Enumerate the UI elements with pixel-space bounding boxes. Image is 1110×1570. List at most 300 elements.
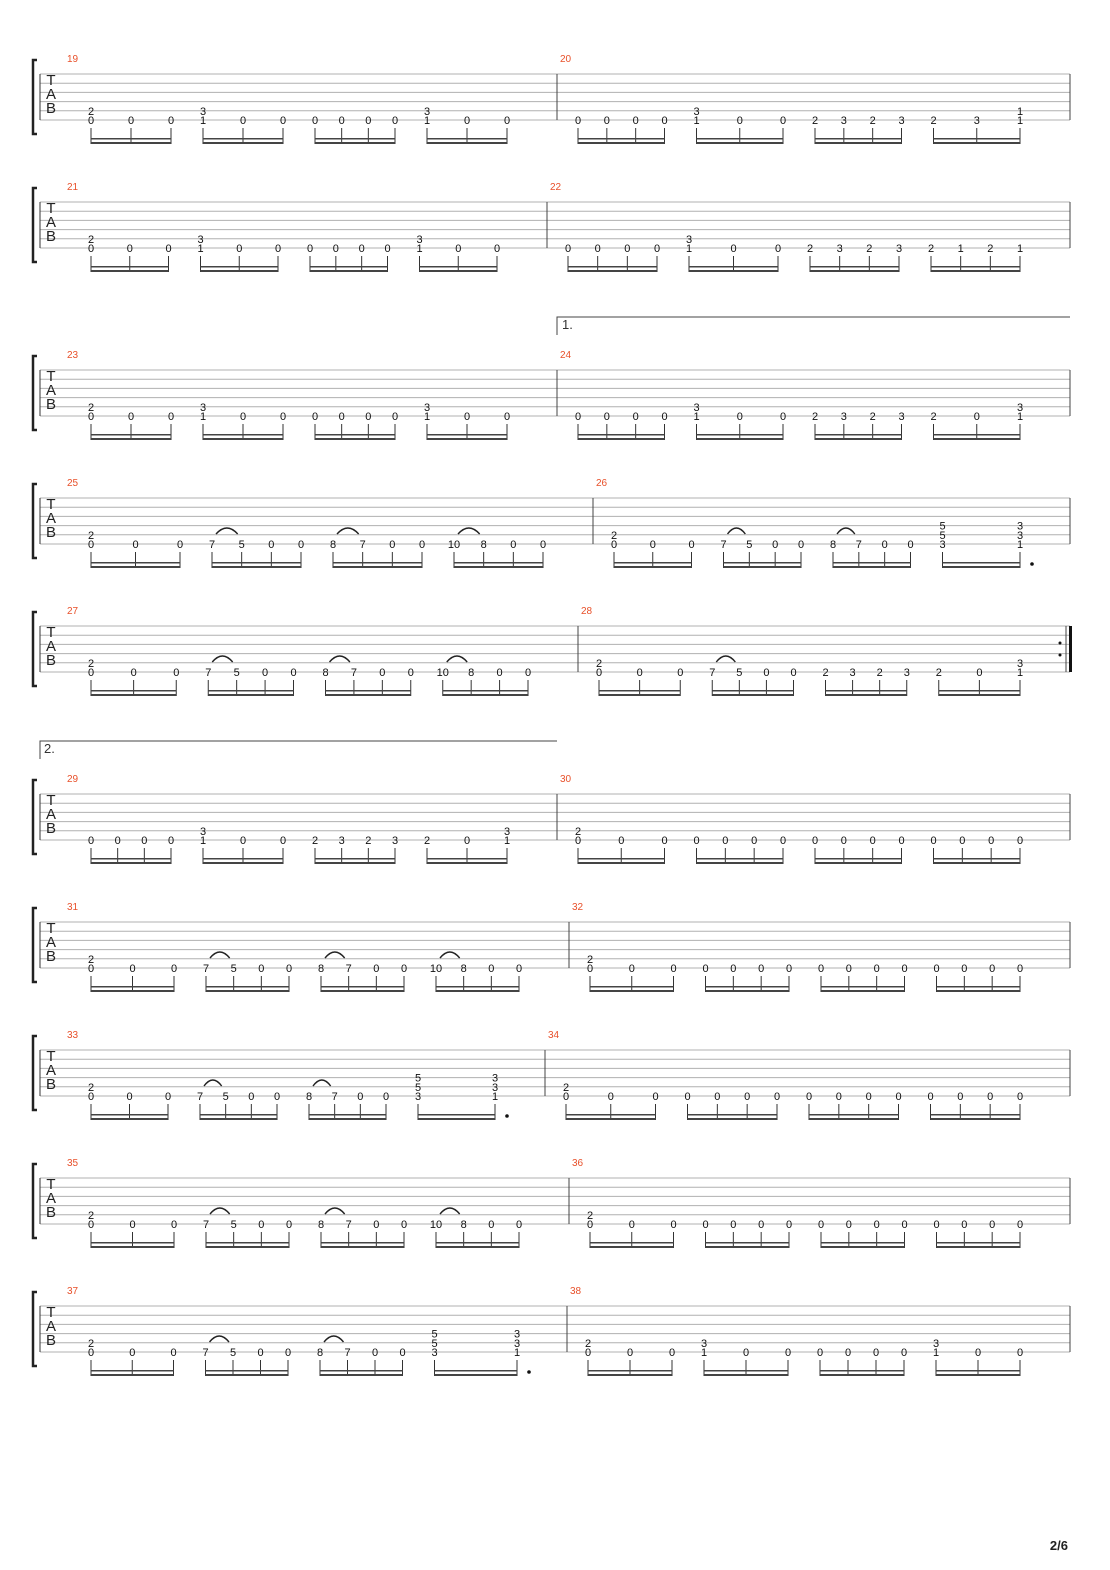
fret-number: 0 [702, 963, 709, 975]
fret-number: 5 [431, 1328, 438, 1341]
beam-secondary [810, 266, 899, 268]
fret-number: 0 [779, 411, 787, 423]
fret-number: 2 [87, 953, 95, 966]
fret-number: 8 [317, 1219, 325, 1231]
fret-number: 3 [693, 401, 700, 414]
fret-number: 2 [87, 233, 95, 246]
beam-secondary [821, 1242, 905, 1244]
fret-number: 1 [199, 835, 207, 847]
fret-number: 0 [358, 243, 365, 255]
beam-secondary [697, 434, 784, 436]
beam [578, 142, 665, 144]
fret-number: 0 [586, 1219, 594, 1231]
fret-number: 0 [987, 1091, 994, 1103]
fret-number: 0 [779, 835, 787, 847]
fret-number: 0 [510, 539, 517, 551]
tab-clef-letter: A [45, 638, 57, 655]
beam [820, 1374, 904, 1376]
fret-number: 0 [170, 1219, 178, 1231]
tab-clef-letter: T [46, 920, 56, 937]
tab-clef-letter: B [45, 820, 57, 837]
beam-secondary [420, 266, 498, 268]
beam [931, 270, 1020, 272]
beam [833, 566, 911, 568]
fret-number: 0 [742, 1347, 750, 1359]
tab-clef-letter: B [45, 396, 57, 413]
tab-system [33, 54, 1070, 144]
beam-secondary [815, 138, 902, 140]
fret-number: 0 [129, 1347, 136, 1359]
fret-number: 0 [365, 411, 372, 423]
beam-secondary [436, 986, 519, 988]
beam [724, 566, 802, 568]
beam-secondary [203, 434, 283, 436]
beam-secondary [724, 562, 802, 564]
beam [91, 1118, 168, 1120]
fret-number: 0 [933, 1219, 940, 1231]
fret-number: 5 [230, 963, 237, 975]
fret-number: 2 [869, 115, 876, 127]
beam [454, 566, 543, 568]
fret-number: 1 [693, 411, 700, 423]
fret-number: 0 [279, 411, 287, 423]
fret-number: 0 [586, 963, 594, 975]
beam-secondary [578, 434, 665, 436]
beam [826, 694, 907, 696]
fret-number: 2 [822, 667, 829, 679]
fret-number: 1 [416, 243, 423, 255]
fret-number: 0 [290, 667, 297, 679]
fret-number: 0 [636, 667, 643, 679]
fret-number: 8 [829, 539, 837, 551]
fret-number: 0 [988, 835, 995, 847]
fret-number: 3 [491, 1072, 499, 1085]
dot [527, 1370, 531, 1374]
beam [704, 1374, 788, 1376]
fret-number: 0 [845, 1219, 852, 1231]
beam-secondary [826, 690, 907, 692]
beam-secondary [427, 138, 507, 140]
measure-number: 25 [67, 478, 79, 489]
beam [91, 694, 176, 696]
fret-number: 0 [488, 963, 495, 975]
fret-number: 5 [414, 1072, 422, 1085]
fret-number: 0 [632, 115, 639, 127]
fret-number: 0 [306, 243, 314, 255]
slide-arc [837, 528, 855, 534]
fret-number: 0 [873, 963, 880, 975]
fret-number: 0 [407, 667, 414, 679]
beam-secondary [418, 1114, 495, 1116]
tab-clef-letter: A [45, 214, 57, 231]
fret-number: 0 [114, 835, 121, 847]
fret-number: 0 [285, 963, 293, 975]
beam [697, 438, 784, 440]
measure-number: 28 [581, 606, 593, 617]
beam [427, 438, 507, 440]
fret-number: 1 [423, 115, 431, 127]
fret-number: 1 [1016, 105, 1024, 118]
beam [208, 694, 293, 696]
fret-number: 7 [344, 1347, 351, 1359]
volta-label: 2. [44, 741, 55, 756]
fret-number: 2 [595, 657, 603, 670]
fret-number: 0 [258, 963, 265, 975]
fret-number: 0 [901, 963, 908, 975]
fret-number: 2 [574, 825, 582, 838]
fret-number: 10 [429, 1219, 443, 1231]
beam [934, 862, 1021, 864]
fret-number: 3 [932, 1337, 940, 1350]
slide-arc [440, 1208, 460, 1214]
beam [427, 862, 507, 864]
tab-clef-letter: B [45, 948, 57, 965]
fret-number: 2 [811, 115, 819, 127]
beam-secondary [315, 858, 395, 860]
fret-number: 0 [722, 835, 729, 847]
beam-secondary [939, 690, 1020, 692]
beam [91, 990, 174, 992]
beam [436, 1246, 519, 1248]
fret-number: 0 [693, 835, 700, 847]
fret-number: 2 [935, 667, 942, 679]
fret-number: 1 [693, 115, 700, 127]
measure-number: 21 [67, 182, 79, 193]
fret-number: 2 [562, 1081, 570, 1094]
beam [578, 862, 665, 864]
fret-number: 2 [869, 411, 876, 423]
dot [1030, 562, 1034, 566]
fret-number: 2 [930, 115, 937, 127]
beam [590, 1246, 674, 1248]
fret-number: 1 [199, 411, 207, 423]
fret-number: 0 [391, 411, 399, 423]
beam-secondary [931, 1114, 1021, 1116]
beam [697, 142, 784, 144]
fret-number: 0 [607, 1091, 614, 1103]
beam [315, 142, 395, 144]
measure-number: 30 [560, 774, 572, 785]
system-bracket [33, 1036, 37, 1110]
fret-number: 0 [816, 1347, 824, 1359]
system-bracket [33, 908, 37, 982]
beam [939, 694, 1020, 696]
fret-number: 0 [87, 667, 95, 679]
beam [91, 566, 180, 568]
fret-number: 8 [317, 963, 325, 975]
fret-number: 0 [87, 115, 95, 127]
fret-number: 0 [872, 1347, 880, 1359]
beam [435, 1374, 518, 1376]
fret-number: 0 [87, 1219, 95, 1231]
fret-number: 1 [1016, 243, 1024, 255]
fret-number: 0 [273, 1091, 281, 1103]
beam-secondary [937, 1242, 1021, 1244]
fret-number: 3 [685, 233, 693, 246]
fret-number: 3 [423, 105, 431, 118]
fret-number: 0 [274, 243, 282, 255]
beam [420, 270, 498, 272]
measure-number: 31 [67, 902, 79, 913]
fret-number: 0 [933, 963, 940, 975]
tab-clef-letter: T [46, 1048, 56, 1065]
fret-number: 3 [836, 243, 843, 255]
beam-secondary [931, 266, 1020, 268]
fret-number: 0 [895, 1091, 902, 1103]
fret-number: 0 [87, 1091, 95, 1103]
fret-number: 0 [455, 243, 462, 255]
system-bracket [33, 60, 37, 134]
fret-number: 0 [736, 115, 743, 127]
fret-number: 0 [285, 1219, 293, 1231]
slide-arc [324, 1336, 344, 1342]
beam [310, 270, 388, 272]
beam-secondary [91, 858, 171, 860]
fret-number: 0 [736, 411, 743, 423]
beam-secondary [200, 1114, 277, 1116]
system-bracket [33, 780, 37, 854]
fret-number: 0 [268, 539, 275, 551]
fret-number: 5 [939, 529, 946, 542]
fret-number: 7 [359, 539, 366, 551]
fret-number: 3 [973, 115, 980, 127]
beam-secondary [809, 1114, 899, 1116]
tab-clef-letter: T [46, 624, 56, 641]
fret-number: 0 [165, 243, 172, 255]
fret-number: 0 [129, 1219, 136, 1231]
beam [315, 862, 395, 864]
fret-number: 2 [586, 1209, 594, 1222]
fret-number: 0 [496, 667, 503, 679]
beam-secondary [599, 690, 680, 692]
fret-number: 3 [199, 105, 207, 118]
fret-number: 2 [87, 401, 95, 414]
fret-number: 0 [840, 835, 847, 847]
fret-number: 0 [684, 1091, 691, 1103]
fret-number: 0 [338, 115, 345, 127]
measure-number: 37 [67, 1286, 79, 1297]
fret-number: 0 [384, 243, 391, 255]
tab-clef-letter: T [46, 792, 56, 809]
fret-number: 5 [431, 1337, 438, 1350]
fret-number: 3 [199, 825, 207, 838]
beam-secondary [568, 266, 657, 268]
fret-number: 1 [197, 243, 204, 255]
fret-number: 1 [1016, 539, 1024, 551]
beam-secondary [91, 690, 176, 692]
slide-arc [728, 528, 746, 534]
fret-number: 0 [811, 835, 819, 847]
fret-number: 7 [709, 667, 716, 679]
beam [809, 1118, 899, 1120]
fret-number: 1 [1016, 411, 1024, 423]
beam [599, 694, 680, 696]
fret-number: 3 [895, 243, 903, 255]
fret-number: 7 [331, 1091, 338, 1103]
fret-number: 5 [939, 520, 946, 533]
measure-number: 33 [67, 1030, 79, 1041]
fret-number: 0 [129, 963, 136, 975]
beam [206, 1246, 289, 1248]
fret-number: 0 [400, 963, 408, 975]
fret-number: 0 [130, 667, 137, 679]
beam [418, 1118, 495, 1120]
fret-number: 7 [202, 1219, 210, 1231]
beam [333, 566, 422, 568]
tab-clef-letter: B [45, 524, 57, 541]
beam-secondary [435, 1370, 518, 1372]
measure-number: 32 [572, 902, 584, 913]
beam [91, 1374, 174, 1376]
fret-number: 0 [751, 835, 758, 847]
fret-number: 0 [1016, 1091, 1024, 1103]
measure-number: 34 [548, 1030, 560, 1041]
fret-number: 0 [400, 1219, 408, 1231]
fret-number: 0 [730, 1219, 737, 1231]
beam-secondary [206, 1242, 289, 1244]
fret-number: 8 [305, 1091, 313, 1103]
fret-number: 0 [989, 1219, 996, 1231]
beam [934, 438, 1021, 440]
beam [443, 694, 528, 696]
fret-number: 0 [845, 963, 852, 975]
beam [436, 990, 519, 992]
fret-number: 0 [164, 1091, 172, 1103]
fret-number: 0 [797, 539, 805, 551]
fret-number: 7 [720, 539, 727, 551]
beam-secondary [91, 1114, 168, 1116]
fret-number: 1 [199, 115, 207, 127]
slide-arc [210, 1208, 230, 1214]
measure-number: 27 [67, 606, 79, 617]
fret-number: 2 [586, 953, 594, 966]
beam-secondary [315, 434, 395, 436]
fret-number: 3 [197, 233, 204, 246]
dot [505, 1114, 509, 1118]
beam-secondary [936, 1370, 1020, 1372]
fret-number: 0 [730, 243, 737, 255]
fret-number: 3 [840, 115, 847, 127]
fret-number: 3 [849, 667, 856, 679]
fret-number: 5 [736, 667, 743, 679]
fret-number: 0 [901, 1219, 908, 1231]
fret-number: 2 [610, 529, 618, 542]
beam [937, 1246, 1021, 1248]
fret-number: 10 [436, 667, 449, 679]
fret-number: 0 [167, 115, 175, 127]
fret-number: 0 [391, 115, 399, 127]
beam-secondary [203, 138, 283, 140]
beam-secondary [206, 986, 289, 988]
measure-number: 19 [67, 54, 79, 65]
fret-number: 0 [236, 243, 243, 255]
beam [712, 694, 793, 696]
fret-number: 0 [463, 115, 471, 127]
fret-number: 0 [503, 115, 511, 127]
fret-number: 3 [898, 411, 905, 423]
beam-secondary [934, 434, 1021, 436]
fret-number: 1 [423, 411, 431, 423]
fret-number: 0 [311, 411, 319, 423]
beam [206, 990, 289, 992]
fret-number: 0 [805, 1091, 813, 1103]
fret-number: 2 [584, 1337, 592, 1350]
fret-number: 0 [126, 243, 133, 255]
beam [206, 1374, 289, 1376]
measure-number: 26 [596, 478, 608, 489]
fret-number: 0 [584, 1347, 592, 1359]
fret-number: 3 [693, 105, 700, 118]
fret-number: 8 [316, 1347, 324, 1359]
fret-number: 3 [423, 401, 431, 414]
beam [91, 438, 171, 440]
fret-number: 7 [855, 539, 862, 551]
volta-label: 1. [562, 317, 573, 332]
beam [203, 438, 283, 440]
system-bracket [33, 188, 37, 262]
fret-number: 10 [429, 963, 443, 975]
slide-arc [325, 952, 345, 958]
fret-number: 7 [196, 1091, 204, 1103]
fret-number: 1 [1016, 667, 1024, 679]
volta-bracket [40, 741, 557, 759]
beam-secondary [91, 562, 180, 564]
beam-secondary [833, 562, 911, 564]
slide-arc [210, 952, 230, 958]
beam-secondary [427, 858, 507, 860]
fret-number: 0 [167, 411, 175, 423]
tab-clef-letter: T [46, 72, 56, 89]
fret-number: 0 [790, 667, 797, 679]
fret-number: 0 [87, 243, 95, 255]
beam-secondary [208, 690, 293, 692]
beam-secondary [815, 858, 902, 860]
fret-number: 0 [661, 115, 668, 127]
beam-secondary [321, 1242, 404, 1244]
tab-clef-letter: T [46, 1176, 56, 1193]
beam-secondary [706, 986, 790, 988]
beam-secondary [212, 562, 301, 564]
fret-number: 0 [332, 243, 339, 255]
fret-number: 3 [939, 539, 946, 551]
fret-number: 1 [503, 835, 511, 847]
fret-number: 0 [927, 1091, 934, 1103]
fret-number: 0 [418, 539, 426, 551]
fret-number: 0 [989, 963, 996, 975]
beam-secondary [203, 858, 283, 860]
beam [326, 694, 411, 696]
tab-clef-letter: A [45, 86, 57, 103]
fret-number: 0 [284, 1347, 292, 1359]
beam-secondary [588, 1370, 672, 1372]
fret-number: 0 [357, 1091, 364, 1103]
beam-secondary [934, 858, 1021, 860]
fret-number: 0 [907, 539, 914, 551]
fret-number: 3 [414, 1091, 422, 1103]
beam [821, 990, 905, 992]
fret-number: 0 [844, 1347, 852, 1359]
system-bracket [33, 1292, 37, 1366]
fret-number: 3 [840, 411, 847, 423]
fret-number: 0 [258, 1219, 265, 1231]
beam-secondary [689, 266, 778, 268]
fret-number: 0 [595, 667, 603, 679]
beam [937, 990, 1021, 992]
beam-secondary [704, 1370, 788, 1372]
fret-number: 8 [322, 667, 329, 679]
tab-system [33, 902, 1070, 992]
fret-number: 0 [515, 1219, 523, 1231]
